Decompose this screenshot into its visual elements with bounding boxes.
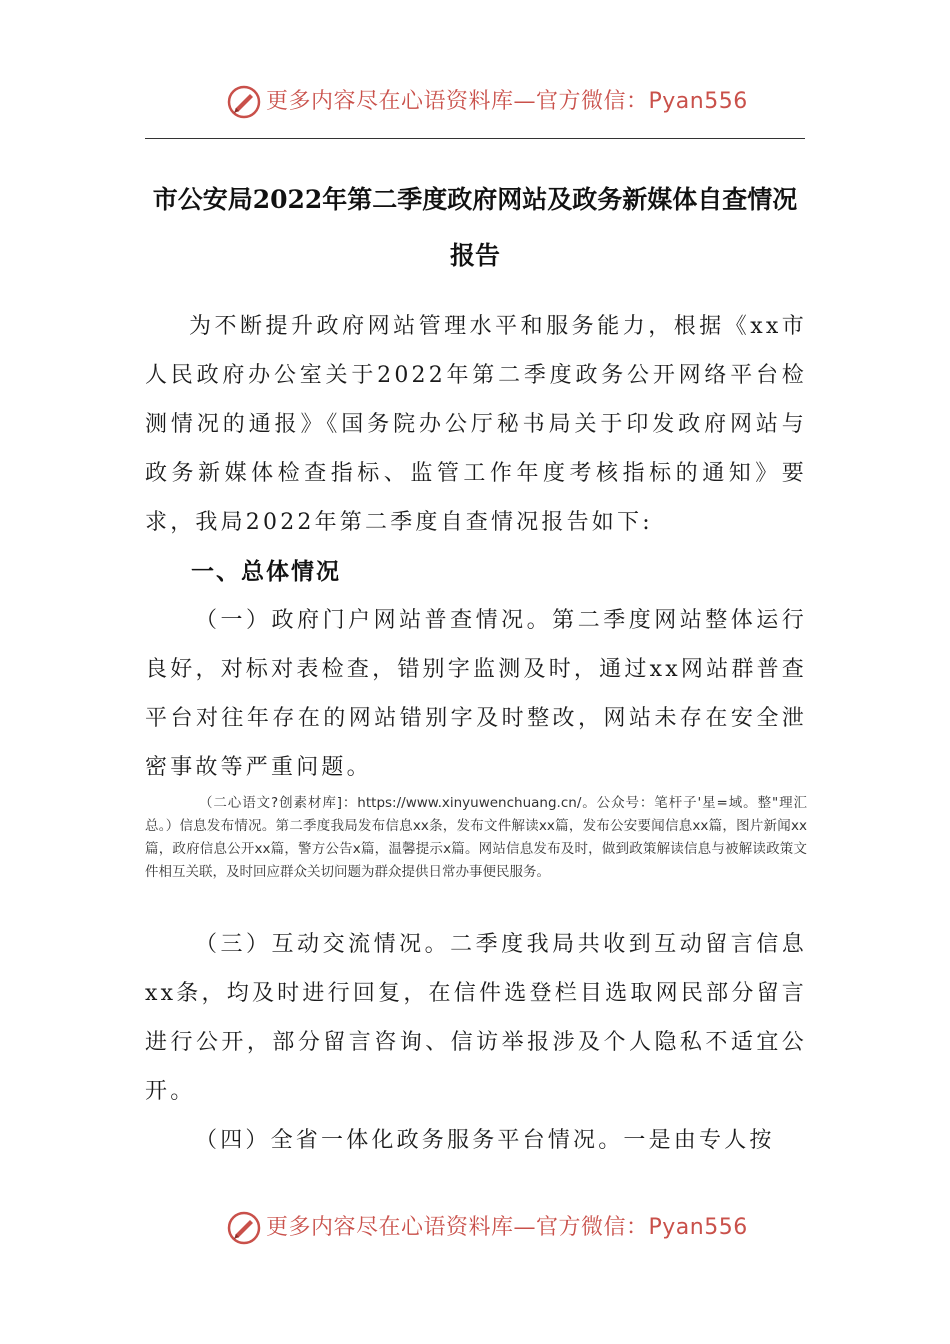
item-4-paragraph: （四）全省一体化政务服务平台情况。一是由专人按 [195,1128,775,1153]
item-1-paragraph: （一）政府门户网站普查情况。第二季度网站整体运行良好，对标对表检查，错别字监测及时，通过xx网站群普查平台对往年存在的网站错别字及时整改，网站未存在安全泄密事故等严重问题。 [145,608,807,780]
pen-circle-logo-icon [226,1210,262,1246]
banner-text: 更多内容尽在心语资料库—官方微信：Pyan556 [266,89,748,114]
banner-wechat-id: Pyan556 [648,1215,748,1240]
title-line-1: 市公安局2022年第二季度政府网站及政务新媒体自查情况 [152,185,798,214]
header-divider [145,138,805,139]
header-banner [0,82,950,122]
banner-text: 更多内容尽在心语资料库—官方微信：Pyan556 [266,1215,748,1240]
title-line-2: 报告 [449,241,500,270]
footer-banner [0,1208,950,1248]
intro-paragraph: 为不断提升政府网站管理水平和服务能力，根据《xx市人民政府办公室关于2022年第二季度政务公开网络平台检测情况的通报》《国务院办公厅秘书局关于印发政府网站与政务新媒体检查指标、监管工作年度考核指标的通知》要求，我局2022年第二季度自查情况报告如下: [145,314,807,535]
banner-wechat-id: Pyan556 [648,89,748,114]
item-2-paragraph: （二心语文?创素材库]：https://www.xinyuwenchuang.cn/。公众号：笔杆子'星=域。整"理汇总。）信息发布情况。第二季度我局发布信息xx条，发布文件解读xx篇，发布公安要闻信息xx篇，图片新闻xx篇，政府信息公开xx篇，警方公告x篇，温馨提示x篇。网站信息发布及时，做到政策解读信息与被解读政策文件相互关联，及时回应群众关切问题为群众提供日常办事便民服务。 [145,795,807,880]
item-3-paragraph: （三）互动交流情况。二季度我局共收到互动留言信息xx条，均及时进行回复，在信件选登栏目选取网民部分留言进行公开，部分留言咨询、信访举报涉及个人隐私不适宜公开。 [145,932,807,1104]
pen-circle-logo-icon [226,84,262,120]
document-title [145,172,805,284]
section-heading: 一、总体情况 [191,559,341,585]
